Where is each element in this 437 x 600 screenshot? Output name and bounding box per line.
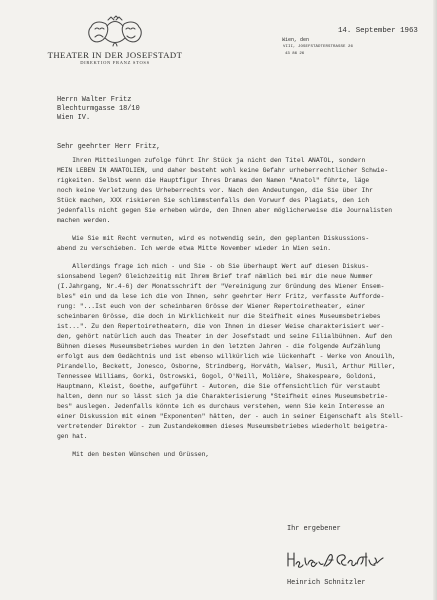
body-line: halten, denn nur so lässt sich ja die Charakterisierung "Steifheit eines Museumsbetrie-: [57, 393, 389, 400]
body-line: einer Diskussion mit einem "Exponenten" hätten, der - auch in seiner Eigenschaft als Stell-: [57, 413, 404, 420]
letter-place: Wien, den: [282, 37, 310, 43]
theater-name: THEATER IN DER JOSEFSTADT: [47, 50, 183, 60]
paragraph-gap: [57, 254, 437, 262]
body-line: rung: "...Ist euch von der scheinbaren Grösse der Wiener Repertoiretheater, einer: [57, 303, 366, 310]
signed-name: Heinrich Schnitzler: [287, 579, 366, 587]
body-line: Tennessee Williams, Gorki, Ostrowski, Gogol, O'Neill, Molière, Shakespeare, Goldoni,: [57, 373, 377, 380]
body-line: sionsabend legen? Gleichzeitig mit Ihrem Brief traf nämlich bei mir die neue Nummer: [57, 273, 373, 280]
salutation: Sehr geehrter Herr Fritz,: [57, 143, 161, 151]
body-line: den, gehört natürlich auch das Theater in der Josefstadt und seine Filialbühnen. Auf den: [57, 333, 393, 340]
body-line: gen hat.: [57, 433, 88, 440]
body-line: Mit den besten Wünschen und Grüssen,: [57, 451, 210, 458]
paper-edge: [433, 0, 437, 600]
letterhead: [30, 14, 200, 66]
body-line: Allerdings frage ich mich - und Sie - ob Sie überhaupt Wert auf diesen Diskus-: [57, 263, 370, 270]
body-line: MEIN LEBEN IN ANATOLIEN, und daher besteht wohl keine Gefahr urheberrechtlicher Schwie-: [57, 167, 389, 174]
letter-date: 14. September 1963: [338, 27, 418, 35]
paragraph-gap: [57, 442, 437, 450]
body-line: noch keine Verletzung des Urheberrechts vor. Nach den Andeutungen, die Sie über Ihr: [57, 187, 373, 194]
body-line: Bühnen dieses Museumsbetriebes wurden in den letzten Jahren - die folgende Aufzählung: [57, 343, 381, 350]
body-line: Hauptmann, Kleist, Goethe, aufgeführt - Autoren, die Sie offensichtlich für verstaubt: [57, 383, 381, 390]
body-line: Wie Sie mit Recht vermuten, wird es notwendig sein, den geplanten Diskussions-: [57, 235, 370, 242]
recipient-block: [57, 96, 140, 123]
letter-body: [57, 156, 437, 460]
theater-masks-logo-icon: [83, 14, 147, 50]
body-line: scheinbaren Grösse, die doch in Wirklichkeit nur die Steifheit eines Museumsbetriebes: [57, 313, 381, 320]
body-line: rigkeiten. Selbst wenn die Hauptfigur Ihres Dramas den Namen "Anatol" führte, läge: [57, 177, 370, 184]
body-line: jedenfalls nicht gegen Sie erheben würde, den Ihnen aber möglicherweise die Journalisten: [57, 207, 393, 214]
body-line: Ihren Mitteilungen zufolge führt Ihr Stück ja nicht den Titel ANATOL, sondern: [57, 157, 366, 164]
recipient-line: Wien IV.: [57, 114, 91, 122]
theater-address: VIII, JOSEFSTÄDTERSTRASSE 26: [283, 45, 354, 49]
handwritten-signature: [285, 546, 387, 574]
closing-block: [287, 525, 341, 534]
body-line: erfolgt aus dem Gedächtnis und ist ebenso willkürlich wie lückenhaft - Werke von Anouilh,: [57, 353, 396, 360]
body-line: vertretender Direktor - zum Zustandekommen dieses Museumsbetriebes wiederholt beigetra-: [57, 423, 389, 430]
body-line: Pirandello, Beckett, Jonesco, Osborne, Strindberg, Horváth, Walser, Musil, Arthur Miller,: [57, 363, 396, 370]
body-line: Stück machen, XXX riskieren Sie schlimmstenfalls den Vorwurf des Plagiats, den ich: [57, 197, 370, 204]
recipient-line: Herrn Walter Fritz: [57, 96, 132, 104]
theater-phone: 43 86 26: [285, 52, 305, 56]
recipient-line: Blechturmgasse 18/10: [57, 105, 140, 113]
body-line: abend zu verschieben. Ich werde etwa Mitte November wieder in Wien sein.: [57, 245, 332, 252]
theater-logo: [83, 14, 147, 50]
body-line: machen werden.: [57, 217, 111, 224]
body-line: bes" auslegen. Jedenfalls könnte ich es durchaus verstehen, wenn Sie kein Interesse an: [57, 403, 385, 410]
closing-phrase: Ihr ergebener: [287, 525, 341, 533]
theater-direction: DIREKTION FRANZ STOSS: [80, 60, 150, 65]
paragraph-gap: [57, 226, 437, 234]
body-line: ist...". Zu den Repertoiretheatern, die von Ihnen in dieser Weise charakterisiert wer-: [57, 323, 385, 330]
body-line: bles" ein und da lese ich die von Ihnen, sehr geehrter Herr Fritz, verfasste Aufforde-: [57, 293, 385, 300]
body-line: (I.Jahrgang, Nr.4-6) der Monatsschrift der "Vereinigung zur Gründung des Wiener Ensem-: [57, 283, 385, 290]
